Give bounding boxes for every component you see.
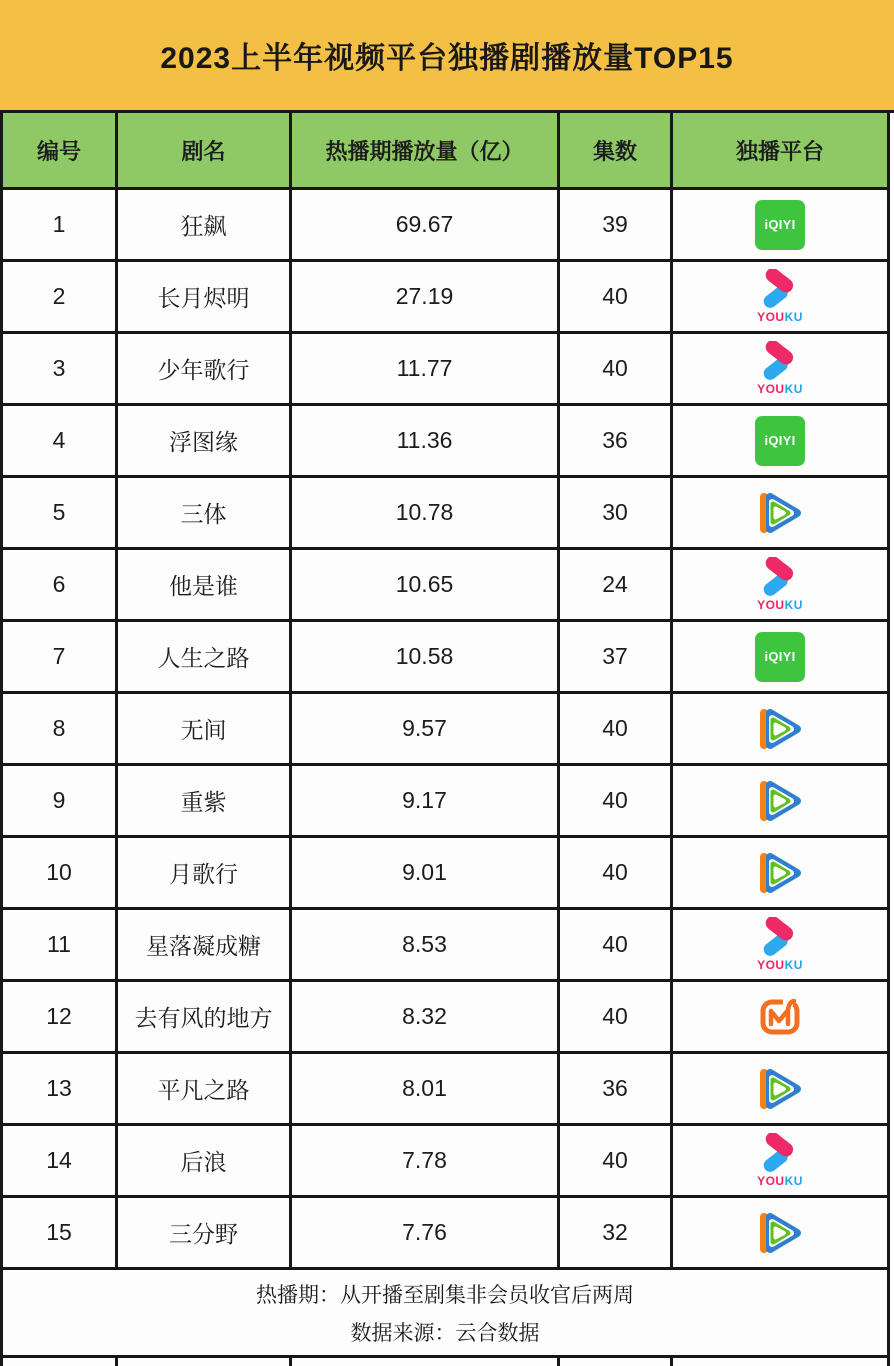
episodes-cell: 40 [560, 982, 673, 1051]
platform-cell [673, 1054, 887, 1123]
table-row [3, 478, 887, 550]
platform-cell [673, 478, 887, 547]
tencent-video-logo-icon [754, 775, 806, 827]
rank-cell: 13 [3, 1054, 118, 1123]
youku-logo-icon [756, 557, 804, 612]
platform-cell [673, 262, 887, 331]
table-row [3, 550, 887, 622]
youku-logo-icon [756, 341, 804, 396]
episodes-cell: 36 [560, 406, 673, 475]
column-header-rank: 编号 [3, 113, 118, 187]
views-cell: 9.01 [292, 838, 560, 907]
iqiyi-logo-icon: iQIYI [755, 416, 805, 466]
ranking-table [0, 113, 890, 1366]
episodes-cell: 37 [560, 622, 673, 691]
platform-cell [673, 1126, 887, 1195]
rank-cell: 2 [3, 262, 118, 331]
column-header-views: 热播期播放量（亿） [292, 113, 560, 187]
rank-cell: 3 [3, 334, 118, 403]
drama-name-cell: 三体 [118, 478, 292, 547]
youku-wordmark: YOUKU [757, 1174, 803, 1188]
drama-name-cell: 人生之路 [118, 622, 292, 691]
views-cell: 69.67 [292, 190, 560, 259]
youku-play-icon [756, 341, 804, 381]
views-cell: 11.36 [292, 406, 560, 475]
episodes-cell: 30 [560, 478, 673, 547]
platform-cell [673, 406, 887, 475]
drama-name-cell: 重紫 [118, 766, 292, 835]
youku-logo-icon [756, 269, 804, 324]
youku-logo-icon [756, 1133, 804, 1188]
table-row [3, 982, 887, 1054]
rank-cell: 11 [3, 910, 118, 979]
rank-cell: 7 [3, 622, 118, 691]
table-row [3, 694, 887, 766]
platform-cell [673, 1198, 887, 1267]
youku-wordmark: YOUKU [757, 382, 803, 396]
platform-cell [673, 334, 887, 403]
tencent-video-logo-icon [754, 487, 806, 539]
episodes-cell: 40 [560, 262, 673, 331]
drama-name-cell: 后浪 [118, 1126, 292, 1195]
table-row [3, 190, 887, 262]
views-cell: 8.32 [292, 982, 560, 1051]
views-cell: 10.58 [292, 622, 560, 691]
episodes-cell: 40 [560, 766, 673, 835]
rank-cell: 1 [3, 190, 118, 259]
episodes-cell: 32 [560, 1198, 673, 1267]
tencent-video-logo-icon [754, 847, 806, 899]
drama-name-cell: 月歌行 [118, 838, 292, 907]
platform-cell [673, 766, 887, 835]
rank-cell: 10 [3, 838, 118, 907]
episodes-cell: 36 [560, 1054, 673, 1123]
platform-cell [673, 982, 887, 1051]
drama-name-cell: 长月烬明 [118, 262, 292, 331]
cropped-bottom-row [3, 1358, 887, 1366]
views-cell: 8.53 [292, 910, 560, 979]
platform-cell [673, 694, 887, 763]
rank-cell: 5 [3, 478, 118, 547]
views-cell: 9.57 [292, 694, 560, 763]
platform-cell [673, 838, 887, 907]
drama-name-cell: 他是谁 [118, 550, 292, 619]
tencent-video-logo-icon [754, 703, 806, 755]
tencent-video-logo-icon [754, 1063, 806, 1115]
views-cell: 10.65 [292, 550, 560, 619]
views-cell: 7.78 [292, 1126, 560, 1195]
episodes-cell: 40 [560, 1126, 673, 1195]
column-header-name: 剧名 [118, 113, 292, 187]
footnote-line-2: 数据来源：云合数据 [350, 1321, 540, 1345]
views-cell: 8.01 [292, 1054, 560, 1123]
episodes-cell: 24 [560, 550, 673, 619]
drama-name-cell: 星落凝成糖 [118, 910, 292, 979]
drama-name-cell: 无间 [118, 694, 292, 763]
footnote-line-1: 热播期：从开播至剧集非会员收官后两周 [256, 1283, 634, 1307]
episodes-cell: 40 [560, 910, 673, 979]
platform-cell [673, 190, 887, 259]
rank-cell: 9 [3, 766, 118, 835]
episodes-cell: 40 [560, 838, 673, 907]
youku-play-icon [756, 557, 804, 597]
episodes-cell: 40 [560, 694, 673, 763]
table-body [3, 190, 887, 1270]
table-row [3, 1198, 887, 1270]
platform-cell [673, 550, 887, 619]
table-row [3, 1126, 887, 1198]
table-row [3, 1054, 887, 1126]
youku-play-icon [756, 1133, 804, 1173]
rank-cell: 14 [3, 1126, 118, 1195]
episodes-cell: 39 [560, 190, 673, 259]
views-cell: 7.76 [292, 1198, 560, 1267]
mango-tv-logo-icon [755, 992, 805, 1042]
drama-name-cell: 去有风的地方 [118, 982, 292, 1051]
column-header-platform: 独播平台 [673, 113, 887, 187]
views-cell: 11.77 [292, 334, 560, 403]
table-row [3, 262, 887, 334]
title-bar [0, 0, 894, 113]
tencent-video-logo-icon [754, 1207, 806, 1259]
youku-wordmark: YOUKU [757, 310, 803, 324]
rank-cell: 4 [3, 406, 118, 475]
table-row [3, 838, 887, 910]
rank-cell: 8 [3, 694, 118, 763]
youku-wordmark: YOUKU [757, 598, 803, 612]
rank-cell: 12 [3, 982, 118, 1051]
youku-play-icon [756, 269, 804, 309]
views-cell: 9.17 [292, 766, 560, 835]
youku-logo-icon [756, 917, 804, 972]
views-cell: 10.78 [292, 478, 560, 547]
iqiyi-logo-icon: iQIYI [755, 200, 805, 250]
page-title: 2023上半年视频平台独播剧播放量TOP15 [160, 42, 734, 75]
iqiyi-logo-icon: iQIYI [755, 632, 805, 682]
table-row [3, 334, 887, 406]
platform-cell [673, 910, 887, 979]
table-row [3, 766, 887, 838]
rank-cell: 15 [3, 1198, 118, 1267]
views-cell: 27.19 [292, 262, 560, 331]
youku-wordmark: YOUKU [757, 958, 803, 972]
table-row [3, 406, 887, 478]
drama-name-cell: 平凡之路 [118, 1054, 292, 1123]
episodes-cell: 40 [560, 334, 673, 403]
table-row [3, 910, 887, 982]
drama-name-cell: 少年歌行 [118, 334, 292, 403]
column-header-episodes: 集数 [560, 113, 673, 187]
table-header-row [3, 113, 887, 190]
table-footnote [3, 1270, 887, 1358]
youku-play-icon [756, 917, 804, 957]
drama-name-cell: 浮图缘 [118, 406, 292, 475]
platform-cell [673, 622, 887, 691]
drama-name-cell: 狂飙 [118, 190, 292, 259]
table-row [3, 622, 887, 694]
rank-cell: 6 [3, 550, 118, 619]
drama-name-cell: 三分野 [118, 1198, 292, 1267]
